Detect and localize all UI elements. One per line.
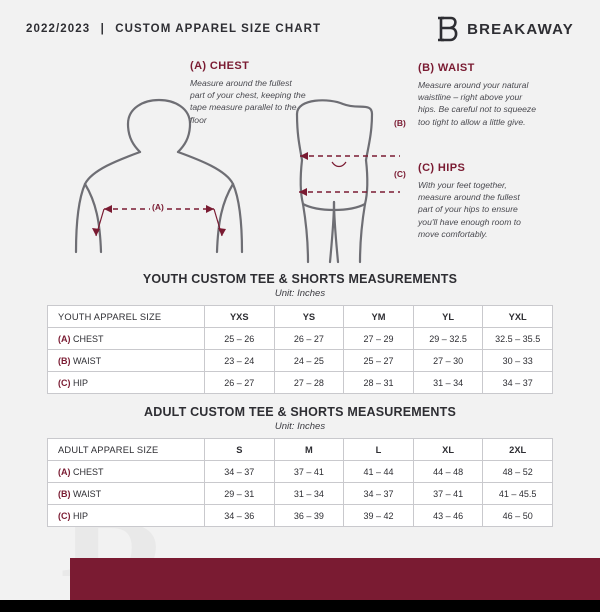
adult-row-1-code: (B): [58, 488, 71, 499]
youth-header-1: YXS: [205, 306, 275, 328]
youth-row-1-val-1: 24 – 25: [274, 350, 344, 372]
youth-table-subtitle: Unit: Inches: [274, 288, 326, 299]
youth-row-2-code: (C): [58, 377, 71, 388]
chest-note: [190, 60, 308, 126]
brand-lockup: [437, 16, 574, 42]
adult-row-2-val-0: 34 – 36: [205, 505, 275, 527]
table-header-row: [48, 306, 553, 328]
adult-row-2-val-3: 43 – 46: [413, 505, 483, 527]
header-separator: |: [100, 23, 105, 35]
adult-table-subtitle: Unit: Inches: [274, 421, 326, 432]
table-row: [48, 461, 553, 483]
adult-row-0-val-1: 37 – 41: [274, 461, 344, 483]
table-row: [48, 483, 553, 505]
hips-note-body: With your feet together, measure around the fullest part of your hips to ensure you'll have enough room to move comfortably.: [418, 180, 521, 239]
adult-row-0-val-4: 48 – 52: [483, 461, 553, 483]
youth-row-2-val-3: 31 – 34: [413, 372, 483, 394]
table-row: [48, 328, 553, 350]
adult-header-1: S: [205, 439, 275, 461]
adult-header-3: L: [344, 439, 414, 461]
youth-row-0-val-2: 27 – 29: [344, 328, 414, 350]
youth-row-0-val-0: 25 – 26: [205, 328, 275, 350]
youth-row-0-name: CHEST: [73, 333, 104, 344]
youth-row-2-val-0: 26 – 27: [205, 372, 275, 394]
adult-row-1-val-1: 31 – 34: [274, 483, 344, 505]
waist-note-title: (B) WAIST: [418, 62, 475, 74]
adult-row-1-val-3: 37 – 41: [413, 483, 483, 505]
table-row: [48, 505, 553, 527]
youth-header-3: YM: [344, 306, 414, 328]
adult-row-0-val-0: 34 – 37: [205, 461, 275, 483]
youth-row-1-label: [48, 350, 205, 372]
callout-chest: (A): [152, 202, 164, 212]
hips-note: [418, 162, 536, 240]
hips-note-title: (C) HIPS: [418, 162, 466, 174]
youth-row-1-val-3: 27 – 30: [413, 350, 483, 372]
measurement-diagram: [0, 52, 600, 274]
youth-row-0-val-3: 29 – 32.5: [413, 328, 483, 350]
adult-size-table: [47, 438, 553, 527]
table-header-row: [48, 439, 553, 461]
header-year: 2022/2023: [26, 23, 91, 35]
callout-waist: (B): [394, 118, 406, 128]
adult-row-1-val-4: 41 – 45.5: [483, 483, 553, 505]
adult-row-1-label: [48, 483, 205, 505]
adult-header-5: 2XL: [483, 439, 553, 461]
youth-row-0-val-4: 32.5 – 35.5: [483, 328, 553, 350]
table-row: [48, 350, 553, 372]
adult-table-title: ADULT CUSTOM TEE & SHORTS MEASUREMENTS: [143, 405, 456, 419]
youth-row-0-val-1: 26 – 27: [274, 328, 344, 350]
youth-header-5: YXL: [483, 306, 553, 328]
adult-row-2-name: HIP: [73, 510, 89, 521]
youth-row-2-val-2: 28 – 31: [344, 372, 414, 394]
youth-row-2-label: [48, 372, 205, 394]
youth-size-table: [47, 305, 553, 394]
youth-row-1-val-4: 30 – 33: [483, 350, 553, 372]
waist-note-body: Measure around your natural waistline – right above your hips. Be careful not to squeeze too tight to allow a little give.: [418, 80, 537, 127]
page-header: [0, 0, 600, 58]
youth-row-1-code: (B): [58, 355, 71, 366]
adult-row-2-val-1: 36 – 39: [274, 505, 344, 527]
adult-row-0-val-3: 44 – 48: [413, 461, 483, 483]
youth-row-2-name: HIP: [73, 377, 89, 388]
youth-row-2-val-1: 27 – 28: [274, 372, 344, 394]
adult-row-2-val-4: 46 – 50: [483, 505, 553, 527]
adult-header-4: XL: [413, 439, 483, 461]
adult-row-1-val-2: 34 – 37: [344, 483, 414, 505]
brand-name: BREAKAWAY: [467, 20, 574, 38]
chest-note-title: (A) CHEST: [190, 60, 250, 72]
adult-row-0-name: CHEST: [73, 466, 104, 477]
callout-hips: (C): [394, 169, 406, 179]
youth-row-0-label: [48, 328, 205, 350]
youth-row-1-val-2: 25 – 27: [344, 350, 414, 372]
youth-row-1-name: WAIST: [73, 355, 102, 366]
youth-row-1-val-0: 23 – 24: [205, 350, 275, 372]
footer-accent-bar: [70, 558, 600, 600]
b-monogram-icon: [437, 16, 459, 42]
adult-row-0-label: [48, 461, 205, 483]
adult-row-2-label: [48, 505, 205, 527]
adult-row-2-code: (C): [58, 510, 71, 521]
youth-header-0: YOUTH APPAREL SIZE: [48, 306, 205, 328]
adult-table-block: [0, 405, 600, 527]
youth-header-2: YS: [274, 306, 344, 328]
header-title-group: [26, 23, 321, 35]
youth-table-block: [0, 272, 600, 394]
adult-row-0-code: (A): [58, 466, 71, 477]
waist-note: [418, 62, 536, 128]
adult-row-1-name: WAIST: [73, 488, 102, 499]
adult-header-0: ADULT APPAREL SIZE: [48, 439, 205, 461]
chest-note-body: Measure around the fullest part of your chest, keeping the tape measure parallel to the floor: [190, 78, 306, 125]
youth-row-2-val-4: 34 – 37: [483, 372, 553, 394]
adult-row-2-val-2: 39 – 42: [344, 505, 414, 527]
table-row: [48, 372, 553, 394]
youth-table-title: YOUTH CUSTOM TEE & SHORTS MEASUREMENTS: [142, 272, 458, 286]
adult-row-1-val-0: 29 – 31: [205, 483, 275, 505]
youth-row-0-code: (A): [58, 333, 71, 344]
youth-header-4: YL: [413, 306, 483, 328]
adult-header-2: M: [274, 439, 344, 461]
header-doc-title: CUSTOM APPAREL SIZE CHART: [115, 23, 322, 35]
adult-row-0-val-2: 41 – 44: [344, 461, 414, 483]
